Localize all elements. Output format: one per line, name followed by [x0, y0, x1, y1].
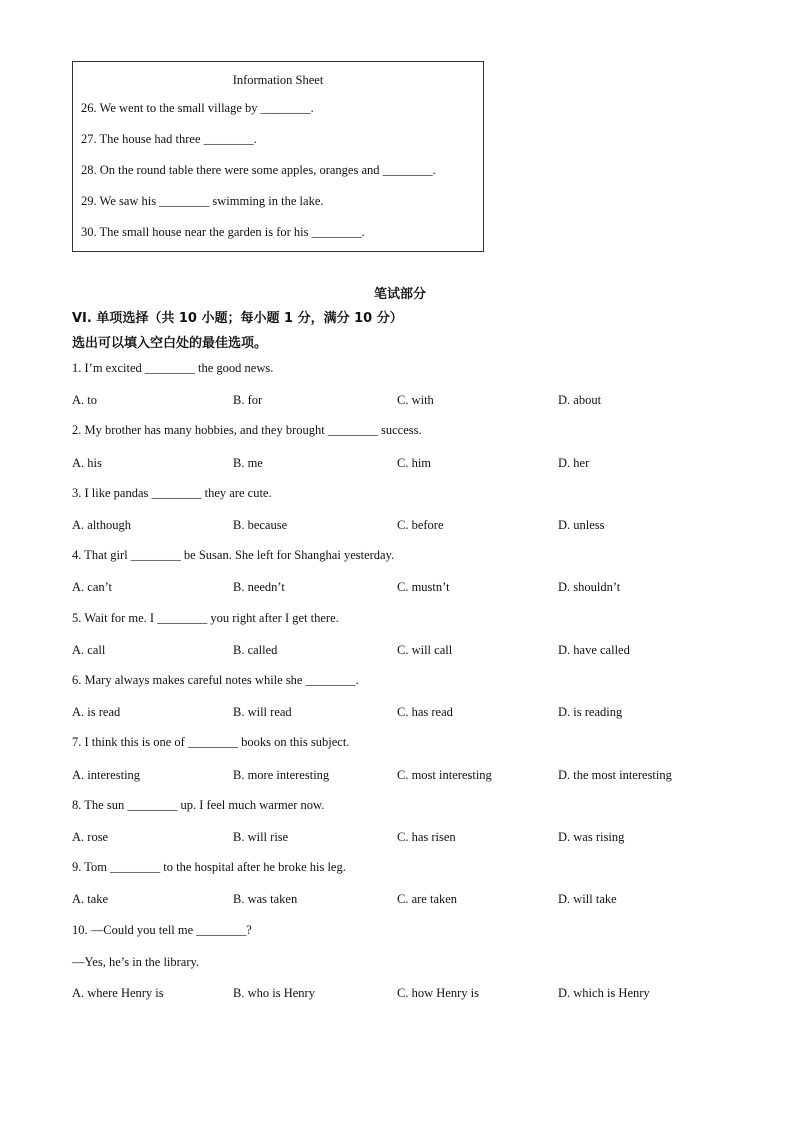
- question-8-option-c: C. has risen: [397, 830, 456, 844]
- question-7-option-d: D. the most interesting: [558, 767, 672, 782]
- question-4-stem: 4. That girl ________ be Susan. She left for Shanghai yesterday.: [72, 548, 395, 563]
- question-10-option-d: D. which is Henry: [558, 986, 650, 1000]
- question-7-option-c: C. most interesting: [397, 767, 492, 782]
- question-7-stem: 7. I think this is one of ________ books on this subject.: [72, 735, 350, 750]
- question-9-stem: 9. Tom ________ to the hospital after he broke his leg.: [72, 860, 346, 875]
- question-8-option-b: B. will rise: [233, 830, 289, 844]
- info-line-26: 26. We went to the small village by ________.: [81, 101, 314, 115]
- question-4-option-a: A. can’t: [72, 580, 113, 595]
- question-6-stem: 6. Mary always makes careful notes while she ________.: [72, 673, 359, 687]
- question-3-stem: 3. I like pandas ________ they are cute.: [72, 485, 272, 500]
- question-6-option-d: D. is reading: [558, 705, 623, 720]
- question-1-option-c: C. with: [397, 393, 434, 408]
- question-4-option-c: C. mustn’t: [397, 580, 450, 595]
- question-8-option-d: D. was rising: [558, 830, 625, 844]
- question-2-stem: 2. My brother has many hobbies, and they brought ________ success.: [72, 423, 422, 438]
- question-5-option-b: B. called: [233, 642, 278, 657]
- question-2-option-a: A. his: [72, 455, 102, 470]
- question-7-option-a: A. interesting: [72, 767, 141, 782]
- question-5-option-c: C. will call: [397, 642, 453, 657]
- question-4-option-d: D. shouldn’t: [558, 580, 621, 595]
- question-6-option-a: A. is read: [72, 705, 121, 720]
- question-10-stem: 10. —Could you tell me ________?: [72, 922, 252, 937]
- info-line-29: 29. We saw his ________ swimming in the lake.: [81, 194, 324, 208]
- question-3-option-a: A. although: [72, 518, 132, 532]
- question-9-option-b: B. was taken: [233, 892, 298, 907]
- question-2-option-d: D. her: [558, 455, 590, 470]
- question-1-stem: 1. I’m excited ________ the good news.: [72, 361, 274, 375]
- question-6-option-b: B. will read: [233, 705, 292, 720]
- info-line-30: 30. The small house near the garden is for his ________.: [81, 225, 365, 239]
- written-part-title: 笔试部分: [373, 287, 426, 302]
- question-2-option-c: C. him: [397, 455, 432, 470]
- question-10-option-c: C. how Henry is: [397, 986, 479, 1000]
- question-9-option-a: A. take: [72, 892, 109, 907]
- question-5-option-a: A. call: [72, 642, 106, 657]
- info-line-28: 28. On the round table there were some apples, oranges and ________.: [81, 163, 436, 177]
- question-5-stem: 5. Wait for me. I ________ you right after I get there.: [72, 610, 339, 625]
- information-sheet-title: Information Sheet: [232, 73, 324, 87]
- question-4-option-b: B. needn’t: [233, 580, 285, 595]
- question-8-stem: 8. The sun ________ up. I feel much warmer now.: [72, 797, 325, 812]
- info-line-27: 27. The house had three ________.: [81, 132, 257, 146]
- question-7-option-b: B. more interesting: [233, 767, 330, 782]
- question-10-reply: —Yes, he’s in the library.: [72, 954, 200, 969]
- question-10-option-b: B. who is Henry: [233, 986, 315, 1000]
- question-2-option-b: B. me: [233, 455, 263, 470]
- question-5-option-d: D. have called: [558, 642, 630, 657]
- question-3-option-c: C. before: [397, 518, 444, 532]
- question-1-option-d: D. about: [558, 393, 602, 408]
- question-3-option-b: B. because: [233, 518, 288, 532]
- section-heading: VI. 单项选择（共 10 小题；每小题 1 分，满分 10 分）: [72, 311, 403, 326]
- question-9-option-d: D. will take: [558, 892, 617, 907]
- question-10-option-a: A. where Henry is: [72, 986, 164, 1000]
- question-3-option-d: D. unless: [558, 518, 605, 532]
- question-1-option-a: A. to: [72, 393, 97, 408]
- question-9-option-c: C. are taken: [397, 892, 458, 907]
- section-instruction: 选出可以填入空白处的最佳选项。: [72, 336, 268, 351]
- information-sheet-box: [72, 61, 484, 252]
- question-6-option-c: C. has read: [397, 705, 453, 720]
- question-1-option-b: B. for: [233, 393, 263, 408]
- question-8-option-a: A. rose: [72, 830, 109, 844]
